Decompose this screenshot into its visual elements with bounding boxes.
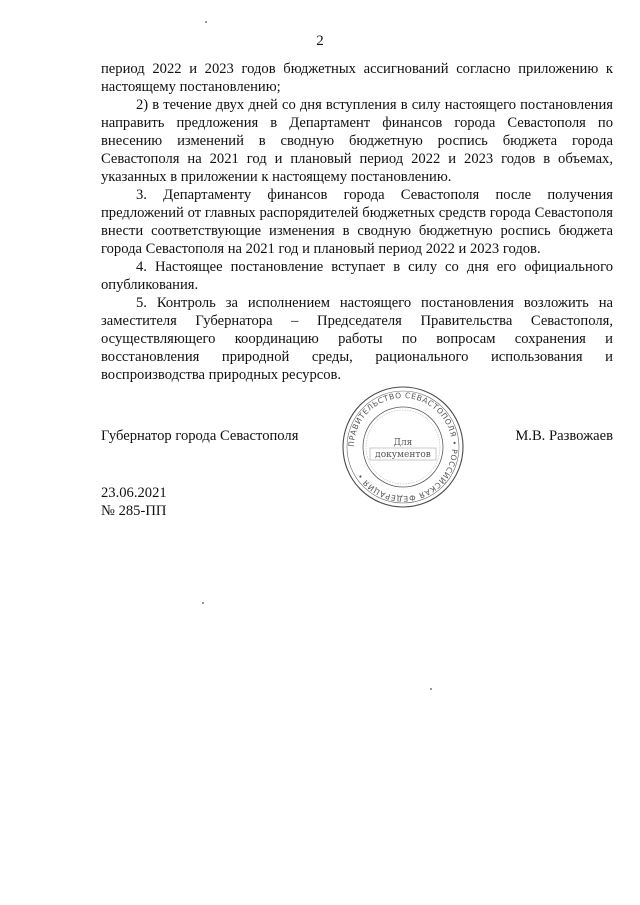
paragraph-continuation: период 2022 и 2023 годов бюджетных ассигнований согласно приложению к настоящему постановлению; [101, 61, 613, 95]
scan-speck [205, 21, 207, 23]
document-body [101, 60, 613, 384]
scan-speck [430, 688, 432, 690]
seal-center-line-1: Для [393, 438, 413, 448]
seal-center-line-2: документов [375, 450, 431, 460]
document-number: № 285-ПП [101, 503, 167, 519]
paragraph-item-5: 5. Контроль за исполнением настоящего постановления возложить на заместителя Губернатора – Председателя Правительства Севастополя, осуществляющего координацию работы по вопросам сохранения и восстановления природной среды, рационального использования и воспроизводства природных ресурсов. [101, 295, 613, 383]
official-seal-stamp [340, 384, 466, 510]
paragraph-item-2: 2) в течение двух дней со дня вступления в силу настоящего постановления направить предложения в Департамент финансов города Севастополя по внесению изменений в сводную бюджетную роспись бюджета города Севастополя на 2021 год и плановый период 2022 и 2023 годов в объемах, указанных в приложении к настоящему постановлению. [101, 97, 613, 185]
page-number: 2 [316, 33, 324, 49]
scan-speck [202, 602, 204, 604]
signatory-position: Губернатор города Севастополя [101, 428, 299, 444]
signer-name: М.В. Развожаев [515, 428, 613, 444]
paragraph-item-4: 4. Настоящее постановление вступает в силу со дня его официального опубликования. [101, 259, 613, 293]
seal-ring-text: ПРАВИТЕЛЬСТВО СЕВАСТОПОЛЯ • РОССИЙСКАЯ ФЕДЕРАЦИЯ • [346, 390, 460, 504]
document-date: 23.06.2021 [101, 485, 167, 501]
paragraph-item-3: 3. Департаменту финансов города Севастополя после получения предложений от главных распорядителей бюджетных средств города Севастополя внести соответствующие изменения в сводную бюджетную роспись бюджета города Севастополя на 2021 год и плановый период 2022 и 2023 годов. [101, 187, 613, 257]
